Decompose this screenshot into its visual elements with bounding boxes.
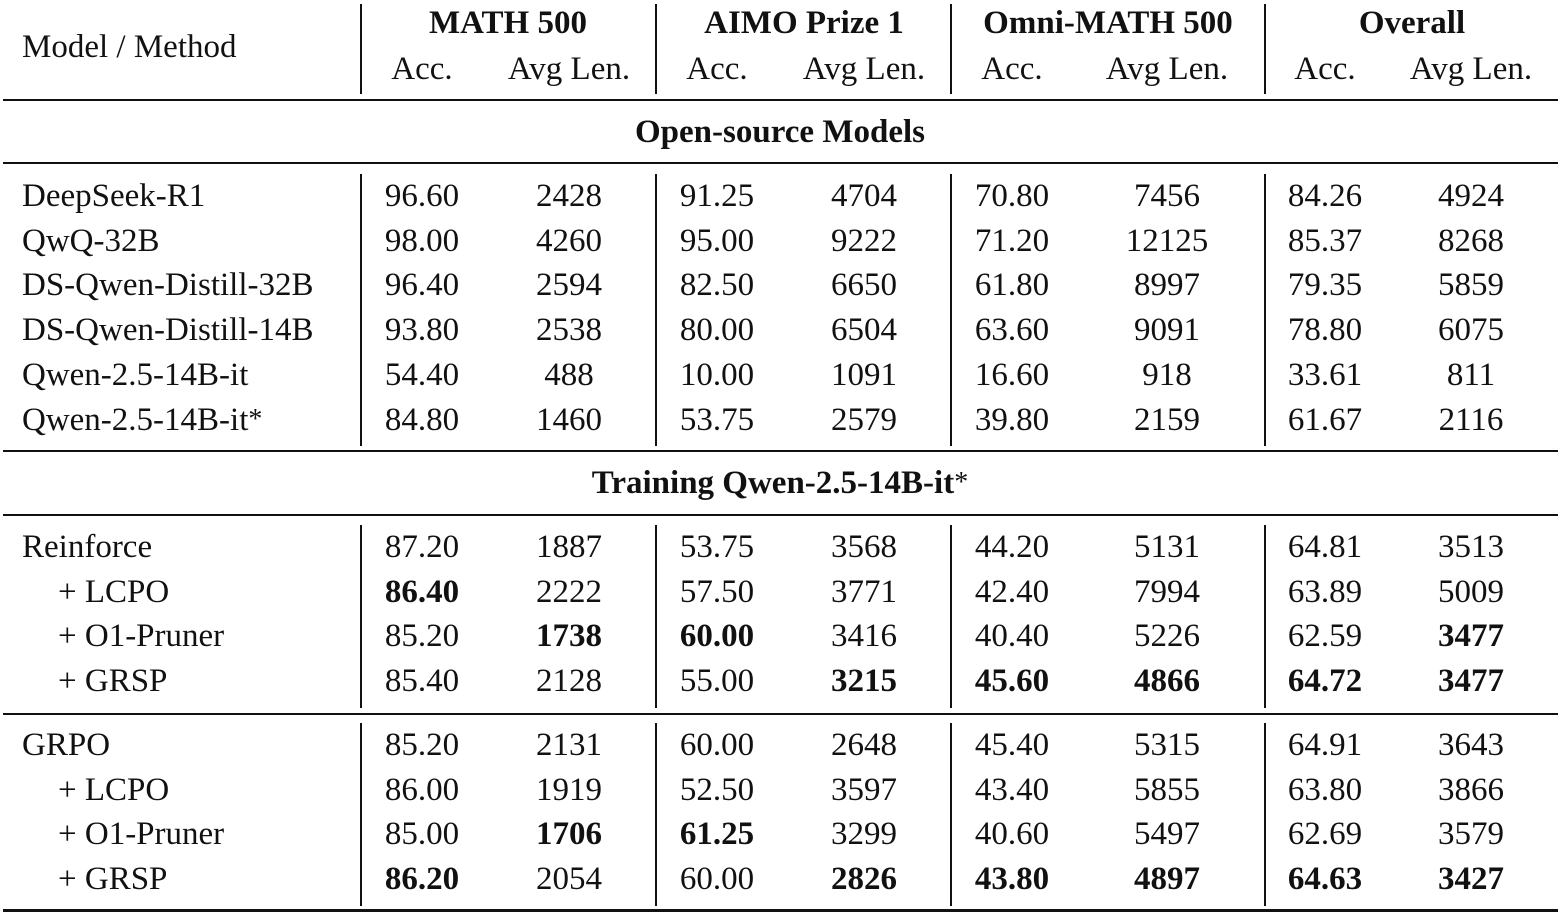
table-cell: 5009 bbox=[1438, 573, 1504, 610]
row-label-text: QwQ-32B bbox=[22, 222, 160, 259]
table-cell: 5497 bbox=[1134, 816, 1200, 853]
table-cell: 8268 bbox=[1438, 222, 1504, 259]
table-cell: 6504 bbox=[831, 312, 897, 349]
table-cell: 53.75 bbox=[679, 401, 755, 438]
table-cell: 3568 bbox=[831, 529, 897, 565]
row-label bbox=[22, 401, 263, 438]
table-cell: 96.40 bbox=[384, 267, 460, 304]
rule-section1-end bbox=[3, 450, 1558, 452]
row-label-text: GRPO bbox=[22, 727, 111, 763]
table-cell: 12125 bbox=[1125, 222, 1209, 259]
table-cell: 45.60 bbox=[974, 663, 1050, 700]
table-cell: 61.67 bbox=[1287, 401, 1363, 438]
table-cell: 40.40 bbox=[974, 618, 1050, 655]
table-cell: 42.40 bbox=[974, 573, 1050, 610]
table-cell: 85.37 bbox=[1287, 222, 1363, 259]
row-label-text: + LCPO bbox=[58, 573, 170, 610]
column-divider bbox=[950, 174, 952, 446]
table-cell: 95.00 bbox=[679, 222, 755, 259]
column-divider bbox=[655, 174, 657, 446]
table-cell: 2159 bbox=[1134, 401, 1200, 438]
table-cell: 16.60 bbox=[974, 356, 1050, 393]
table-cell: 2648 bbox=[831, 727, 897, 763]
header-group-overall: Overall bbox=[1358, 5, 1466, 41]
column-divider bbox=[1264, 525, 1266, 708]
table-cell: 6650 bbox=[831, 267, 897, 304]
row-label-text: + GRSP bbox=[58, 861, 168, 898]
table-cell: 61.25 bbox=[679, 816, 755, 853]
asterisk-marker: * bbox=[248, 403, 263, 435]
table-cell: 3771 bbox=[831, 573, 897, 610]
table-cell: 86.00 bbox=[384, 771, 460, 808]
table-cell: 85.20 bbox=[384, 727, 460, 763]
table-cell: 10.00 bbox=[679, 356, 755, 393]
row-label-text: + LCPO bbox=[58, 771, 170, 808]
row-label bbox=[58, 818, 224, 851]
column-divider bbox=[655, 723, 657, 906]
column-divider bbox=[360, 723, 362, 906]
table-cell: 45.40 bbox=[974, 727, 1050, 763]
section-title-training bbox=[592, 467, 968, 500]
table-cell: 3866 bbox=[1438, 771, 1504, 808]
table-cell: 63.60 bbox=[974, 312, 1050, 349]
column-divider bbox=[360, 174, 362, 446]
table-cell: 7456 bbox=[1134, 178, 1200, 214]
table-cell: 5855 bbox=[1134, 771, 1200, 808]
table-cell: 85.40 bbox=[384, 663, 460, 700]
row-label bbox=[58, 771, 170, 808]
table-cell: 4866 bbox=[1134, 663, 1200, 700]
table-cell: 2222 bbox=[536, 573, 602, 610]
table-cell: 1738 bbox=[536, 618, 602, 655]
table-cell: 62.59 bbox=[1287, 618, 1363, 655]
table-cell: 1091 bbox=[831, 356, 897, 393]
header-group-math500: MATH 500 bbox=[429, 5, 587, 41]
table-cell: 1919 bbox=[536, 771, 602, 808]
row-label bbox=[22, 180, 205, 213]
table-cell: 43.80 bbox=[974, 861, 1050, 898]
table-cell: 2428 bbox=[536, 178, 602, 214]
header-group-aimo: AIMO Prize 1 bbox=[704, 5, 904, 41]
table-cell: 55.00 bbox=[679, 663, 755, 700]
table-cell: 63.80 bbox=[1287, 771, 1363, 808]
table-cell: 54.40 bbox=[384, 356, 460, 393]
subheader-acc: Acc. bbox=[391, 51, 453, 87]
table-cell: 3427 bbox=[1438, 861, 1504, 898]
rule-table-bottom bbox=[3, 909, 1558, 912]
table-cell: 488 bbox=[544, 356, 594, 393]
row-label bbox=[22, 222, 160, 259]
table-cell: 85.20 bbox=[384, 618, 460, 655]
table-cell: 87.20 bbox=[384, 529, 460, 565]
subheader-avglen: Avg Len. bbox=[802, 51, 926, 87]
table-cell: 1460 bbox=[536, 401, 602, 438]
asterisk-marker: * bbox=[954, 467, 969, 498]
table-cell: 6075 bbox=[1438, 312, 1504, 349]
table-cell: 33.61 bbox=[1287, 356, 1363, 393]
row-label bbox=[58, 573, 170, 610]
section-title-text: Open-source Models bbox=[635, 114, 925, 150]
row-label-text: + O1-Pruner bbox=[58, 618, 225, 655]
subheader-acc: Acc. bbox=[686, 51, 748, 87]
table-cell: 98.00 bbox=[384, 222, 460, 259]
table-cell: 8997 bbox=[1134, 267, 1200, 304]
table-cell: 78.80 bbox=[1287, 312, 1363, 349]
table-cell: 70.80 bbox=[974, 178, 1050, 214]
section-title-text: Training Qwen-2.5-14B-it bbox=[591, 465, 955, 501]
table-cell: 53.75 bbox=[679, 529, 755, 565]
table-cell: 3299 bbox=[831, 816, 897, 853]
subheader-avglen: Avg Len. bbox=[1409, 51, 1533, 87]
table-cell: 84.26 bbox=[1287, 178, 1363, 214]
table-cell: 2594 bbox=[536, 267, 602, 304]
subheader-avglen: Avg Len. bbox=[1105, 51, 1229, 87]
table-cell: 57.50 bbox=[679, 573, 755, 610]
table-cell: 64.72 bbox=[1287, 663, 1363, 700]
row-label bbox=[58, 863, 167, 896]
table-cell: 3597 bbox=[831, 771, 897, 808]
table-cell: 82.50 bbox=[679, 267, 755, 304]
table-cell: 64.81 bbox=[1287, 529, 1363, 565]
header-group-omni: Omni-MATH 500 bbox=[983, 5, 1233, 41]
rule-header-bottom bbox=[3, 99, 1558, 101]
column-divider bbox=[1264, 723, 1266, 906]
table-cell: 60.00 bbox=[679, 861, 755, 898]
table-cell: 5315 bbox=[1134, 727, 1200, 763]
table-cell: 2131 bbox=[536, 727, 602, 763]
section-title-open-source bbox=[635, 116, 925, 149]
table-cell: 96.60 bbox=[384, 178, 460, 214]
row-label-text: Reinforce bbox=[22, 529, 153, 565]
column-divider bbox=[950, 525, 952, 708]
rule-section1-title bbox=[3, 162, 1558, 164]
row-label-text: DeepSeek-R1 bbox=[22, 178, 206, 214]
table-cell: 79.35 bbox=[1287, 267, 1363, 304]
header-model-method: Model / Method bbox=[22, 29, 237, 65]
table-cell: 62.69 bbox=[1287, 816, 1363, 853]
subheader-acc: Acc. bbox=[981, 51, 1043, 87]
table-cell: 7994 bbox=[1134, 573, 1200, 610]
table-cell: 3477 bbox=[1438, 618, 1504, 655]
row-label bbox=[22, 269, 314, 302]
table-cell: 1887 bbox=[536, 529, 602, 565]
table-cell: 60.00 bbox=[679, 727, 755, 763]
table-cell: 2538 bbox=[536, 312, 602, 349]
subheader-acc: Acc. bbox=[1294, 51, 1356, 87]
table-cell: 9091 bbox=[1134, 312, 1200, 349]
table-cell: 2579 bbox=[831, 401, 897, 438]
table-cell: 4924 bbox=[1438, 178, 1504, 214]
table-cell: 9222 bbox=[831, 222, 897, 259]
table-cell: 2128 bbox=[536, 663, 602, 700]
column-divider bbox=[950, 723, 952, 906]
table-cell: 91.25 bbox=[679, 178, 755, 214]
table-cell: 1706 bbox=[536, 816, 602, 853]
table-cell: 39.80 bbox=[974, 401, 1050, 438]
table-cell: 3643 bbox=[1438, 727, 1504, 763]
table-cell: 80.00 bbox=[679, 312, 755, 349]
row-label bbox=[22, 356, 249, 393]
table-cell: 5131 bbox=[1134, 529, 1200, 565]
row-label-text: DS-Qwen-Distill-32B bbox=[22, 267, 314, 304]
subheader-avglen: Avg Len. bbox=[507, 51, 631, 87]
table-cell: 40.60 bbox=[974, 816, 1050, 853]
table-cell: 4704 bbox=[831, 178, 897, 214]
table-cell: 2116 bbox=[1438, 401, 1504, 438]
row-label-text: Qwen-2.5-14B-it bbox=[22, 401, 249, 438]
rule-block-divider bbox=[3, 713, 1558, 715]
table-cell: 5859 bbox=[1438, 267, 1504, 304]
table-cell: 43.40 bbox=[974, 771, 1050, 808]
row-label bbox=[22, 531, 152, 564]
row-label bbox=[22, 314, 314, 347]
row-label-text: Qwen-2.5-14B-it bbox=[22, 356, 249, 393]
table-cell: 52.50 bbox=[679, 771, 755, 808]
row-label bbox=[58, 620, 224, 653]
table-cell: 60.00 bbox=[679, 618, 755, 655]
table-cell: 2054 bbox=[536, 861, 602, 898]
column-divider bbox=[1264, 174, 1266, 446]
header-column-divider bbox=[950, 4, 952, 94]
table-cell: 3477 bbox=[1438, 663, 1504, 700]
table-cell: 44.20 bbox=[974, 529, 1050, 565]
table-cell: 86.20 bbox=[384, 861, 460, 898]
table-cell: 63.89 bbox=[1287, 573, 1363, 610]
table-cell: 918 bbox=[1142, 356, 1192, 393]
table-cell: 4897 bbox=[1134, 861, 1200, 898]
table-cell: 3513 bbox=[1438, 529, 1504, 565]
table-cell: 3215 bbox=[831, 663, 897, 700]
table-cell: 3579 bbox=[1438, 816, 1504, 853]
table-cell: 3416 bbox=[831, 618, 897, 655]
table-cell: 64.91 bbox=[1287, 727, 1363, 763]
header-column-divider bbox=[655, 4, 657, 94]
table-cell: 64.63 bbox=[1287, 861, 1363, 898]
table-cell: 61.80 bbox=[974, 267, 1050, 304]
table-cell: 86.40 bbox=[384, 573, 460, 610]
table-cell: 84.80 bbox=[384, 401, 460, 438]
row-label-text: + GRSP bbox=[58, 663, 168, 700]
rule-section2-title bbox=[3, 514, 1558, 516]
table-cell: 85.00 bbox=[384, 816, 460, 853]
row-label-text: DS-Qwen-Distill-14B bbox=[22, 312, 314, 349]
header-column-divider bbox=[360, 4, 362, 94]
row-label bbox=[22, 729, 110, 762]
table-cell: 2826 bbox=[831, 861, 897, 898]
column-divider bbox=[360, 525, 362, 708]
row-label-text: + O1-Pruner bbox=[58, 816, 225, 853]
table-cell: 93.80 bbox=[384, 312, 460, 349]
column-divider bbox=[655, 525, 657, 708]
row-label bbox=[58, 665, 167, 698]
table-cell: 5226 bbox=[1134, 618, 1200, 655]
header-column-divider bbox=[1264, 4, 1266, 94]
table-cell: 811 bbox=[1446, 356, 1496, 393]
table-cell: 71.20 bbox=[974, 222, 1050, 259]
table-cell: 4260 bbox=[536, 222, 602, 259]
